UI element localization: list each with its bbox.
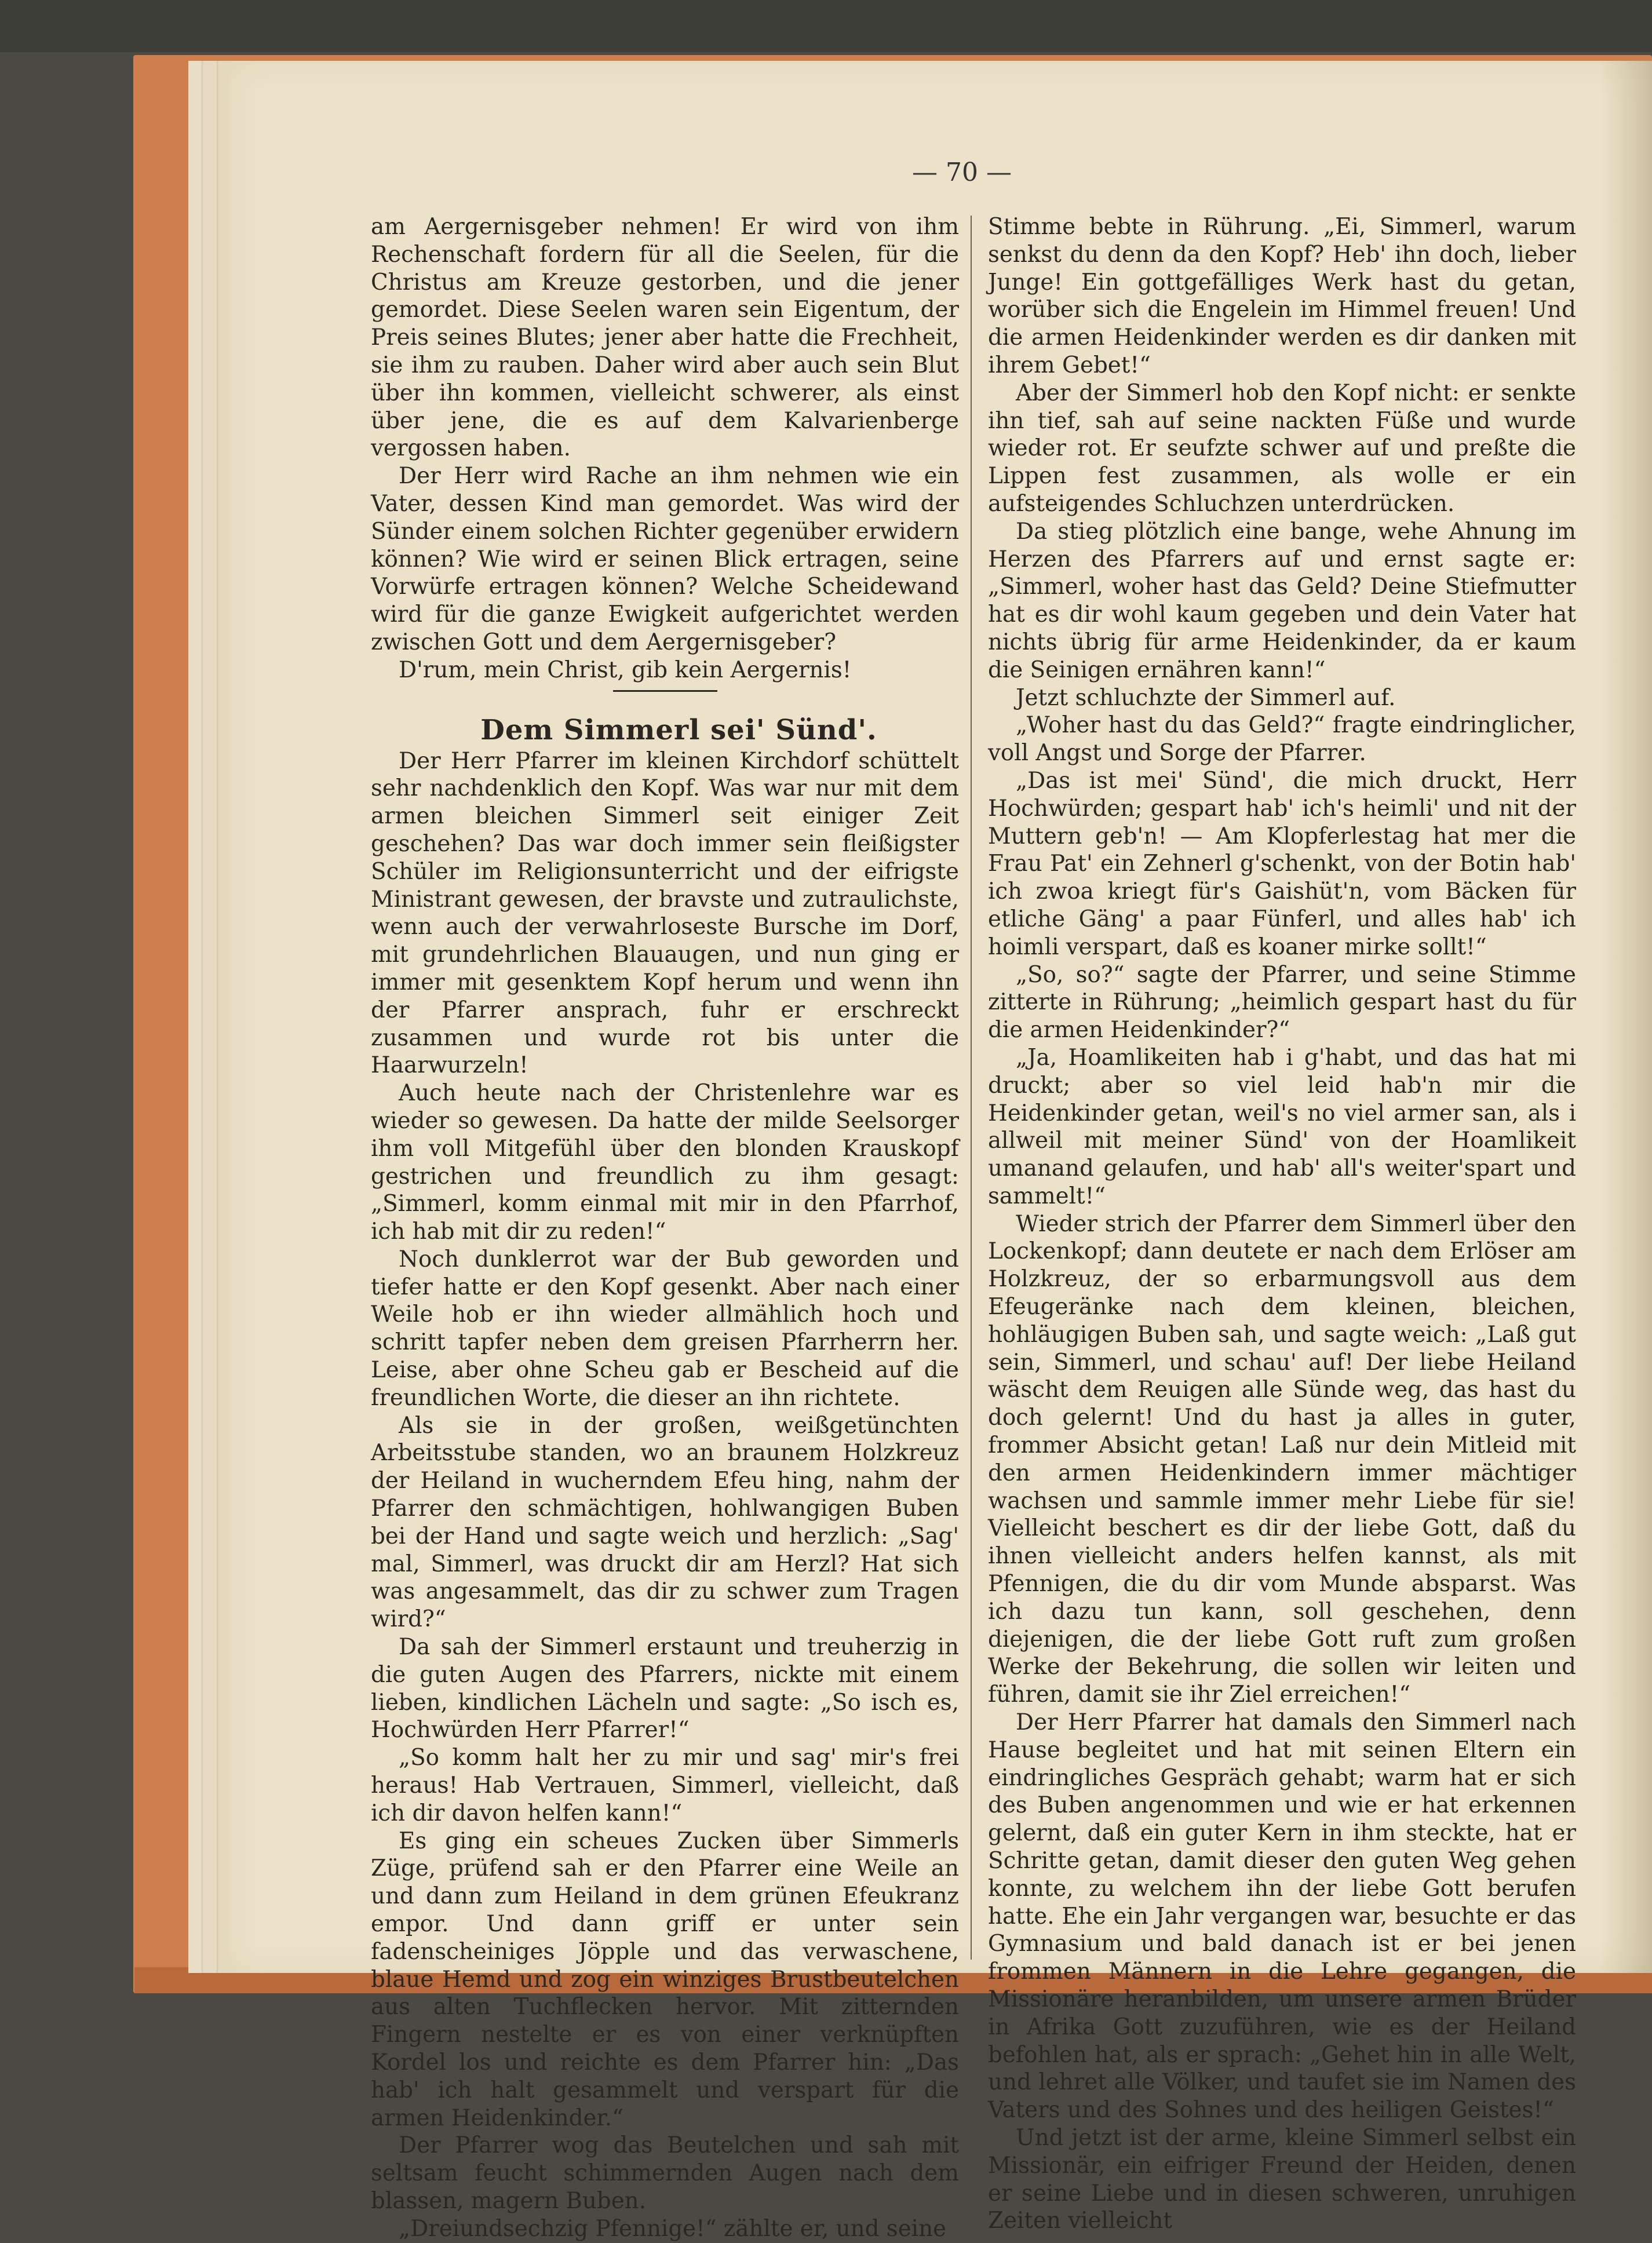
paragraph: Da sah der Simmerl erstaunt und treuherzig in die guten Augen des Pfarrers, nickte mit einem lieben, kindlichen Lächeln und sagte: „So isch es, Hochwürden Herr Pfarrer!“ [371,1634,959,1744]
left-column [371,213,959,2243]
paragraph: Der Herr Pfarrer im kleinen Kirchdorf schüttelt sehr nachdenklich den Kopf. Was war nur mit dem armen bleichen Simmerl seit einiger Zeit geschehen? Das war doch immer sein fleißigster Schüler im Religionsunterricht und der eifrigste Ministrant gewesen, der bravste und zutraulichste, wenn auch der verwahrloseste Bursche im Dorf, mit grundehrlichen Blauaugen, und nun ging er immer mit gesenktem Kopf herum und wenn ihn der Pfarrer ansprach, fuhr er erschreckt zusammen und wurde rot bis unter die Haarwurzeln! [371,747,959,1079]
paragraph: „So, so?“ sagte der Pfarrer, und seine Stimme zitterte in Rührung; „heimlich gespart hast du für die armen Heidenkinder?“ [988,961,1576,1044]
paragraph: „Das ist mei' Sünd', die mich druckt, Herr Hochwürden; gespart hab' ich's heimli' und nit der Muttern geb'n! — Am Klopferlestag hat mer die Frau Pat' ein Zehnerl g'schenkt, von der Botin hab' ich zwoa kriegt für's Gaishüt'n, vom Bäcken für etliche Gäng' a paar Fünferl, und alles hab' ich hoimli verspart, daß es koaner mirke sollt!“ [988,767,1576,960]
story-heading: Dem Simmerl sei' Sünd'. [480,713,877,746]
paragraph: „Ja, Hoamlikeiten hab i g'habt, und das hat mi druckt; aber so viel leid hab'n mir die Heidenkinder getan, weil's no viel armer san, als i allweil mit meiner Sünd' von der Hoamlikeit umanand gelaufen, und hab' all's weiter'spart und sammelt!“ [988,1044,1576,1209]
paragraph: „Dreiundsechzig Pfennige!“ zählte er, und seine [399,2215,947,2242]
paragraph: Es ging ein scheues Zucken über Simmerls Züge, prüfend sah er den Pfarrer eine Weile an und dann zum Heiland in dem grünen Efeukranz empor. Und dann griff er unter sein fadenscheiniges Jöpple und das verwaschene, blaue Hemd und zog ein winziges Brustbeutelchen aus alten Tuchflecken hervor. Mit zitternden Fingern nestelte er es von einer verknüpften Kordel los und reichte es dem Pfarrer hin: „Das hab' ich halt gesammelt und verspart für die armen Heidenkinder.“ [371,1828,959,2131]
page-number: — 70 — [912,158,1012,187]
paragraph: Als sie in der großen, weißgetünchten Arbeitsstube standen, wo an braunem Holzkreuz der Heiland in wucherndem Efeu hing, nahm der Pfarrer den schmächtigen, hohlwangigen Buben bei der Hand und sagte weich und herzlich: „Sag' mal, Simmerl, was druckt dir am Herzl? Hat sich was angesammelt, das dir zu schwer zum Tragen wird?“ [371,1412,959,1633]
paragraph: Der Herr wird Rache an ihm nehmen wie ein Vater, dessen Kind man gemordet. Was wird der Sünder einem solchen Richter gegenüber erwidern können? Wie wird er seinen Blick ertragen, seine Vorwürfe ertragen können? Welche Scheidewand wird für die ganze Ewigkeit aufgerichtet werden zwischen Gott und dem Aergernisgeber? [371,463,959,655]
paragraph: Auch heute nach der Christenlehre war es wieder so gewesen. Da hatte der milde Seelsorger ihm voll Mitgefühl über den blonden Krauskopf gestrichen und freundlich zu ihm gesagt: „Simmerl, komm einmal mit mir in den Pfarrhof, ich hab mit dir zu reden!“ [371,1080,959,1245]
column-divider [971,216,972,1960]
paragraph: „So komm halt her zu mir und sag' mir's frei heraus! Hab Vertrauen, Simmerl, vielleicht, daß ich dir davon helfen kann!“ [371,1745,959,1826]
scanner-background [0,0,1652,52]
paragraph: am Aergernisgeber nehmen! Er wird von ihm Rechenschaft fordern für all die Seelen, für die Christus am Kreuze gestorben, und die jener gemordet. Diese Seelen waren sein Eigentum, der Preis seines Blutes; jener aber hatte die Frechheit, sie ihm zu rauben. Daher wird aber auch sein Blut über ihn kommen, vielleicht schwerer, als einst über jene, die es auf dem Kalvarienberge vergossen haben. [371,214,959,462]
paragraph: „Woher hast du das Geld?“ fragte eindringlicher, voll Angst und Sorge der Pfarrer. [988,712,1576,767]
paragraph: Jetzt schluchzte der Simmerl auf. [1016,684,1396,711]
right-column [988,213,1576,2235]
paragraph: Da stieg plötzlich eine bange, wehe Ahnung im Herzen des Pfarrers auf und ernst sagte er: „Simmerl, woher hast das Geld? Deine Stiefmutter hat es dir wohl kaum gegeben und dein Vater hat nichts übrig für arme Heidenkinder, da er kaum die Seinigen ernähren kann!“ [988,518,1576,683]
paragraph: Der Herr Pfarrer hat damals den Simmerl nach Hause begleitet und hat mit seinen Eltern ein eindringliches Gespräch gehabt; warm hat er sich des Buben angenommen und wie er hat erkennen gelernt, daß ein guter Kern in ihm steckte, hat er Schritte getan, damit dieser den guten Weg gehen konnte, zu welchem ihn der liebe Gott berufen hatte. Ehe ein Jahr vergangen war, besuchte er das Gymnasium und bald danach ist er bei jenen frommen Männern in die Lehre gegangen, die Missionäre heranbilden, um unsere armen Brüder in Afrika Gott zuzuführen, wie es der Heiland befohlen hat, als er sprach: „Gehet hin in alle Welt, und lehret alle Völker, und taufet sie im Namen des Vaters und des Sohnes und des heiligen Geistes!“ [988,1709,1576,2124]
paragraph: Und jetzt ist der arme, kleine Simmerl selbst ein Missionär, ein eifriger Freund der Heiden, denen er seine Liebe und in diesen schweren, unruhigen Zeiten vielleicht [988,2124,1576,2234]
page-gutter-shadow [1600,61,1652,1973]
paragraph: Wieder strich der Pfarrer dem Simmerl über den Lockenkopf; dann deutete er nach dem Erlöser am Holzkreuz, der so erbarmungsvoll aus dem Efeugeränke nach dem kleinen, bleichen, hohläugigen Buben sah, und sagte weich: „Laß gut sein, Simmerl, und schau' auf! Der liebe Heiland wäscht dem Reuigen alle Sünde weg, das hast du doch gelernt! Und du hast ja alles in guter, frommer Absicht getan! Laß nur dein Mitleid mit den armen Heidenkindern immer mächtiger wachsen und sammle immer mehr Liebe für sie! Vielleicht beschert es dir der liebe Gott, daß du ihnen vielleicht anders helfen kannst, als mit Pfennigen, die du dir vom Munde absparst. Was ich dazu tun kann, soll geschehen, denn diejenigen, die der liebe Gott ruft zum großen Werke der Bekehrung, die sollen wir leiten und führen, damit sie ihr Ziel erreichen!“ [988,1210,1576,1708]
paragraph: Der Pfarrer wog das Beutelchen und sah mit seltsam feucht schimmernden Augen nach dem blassen, magern Buben. [371,2132,959,2214]
paragraph: Noch dunklerrot war der Bub geworden und tiefer hatte er den Kopf gesenkt. Aber nach einer Weile hob er ihn wieder allmählich hoch und schritt tapfer neben dem greisen Pfarrherrn her. Leise, aber ohne Scheu gab er Bescheid auf die freundlichen Worte, die dieser an ihn richtete. [371,1246,959,1411]
paragraph: D'rum, mein Christ, gib kein Aergernis! [399,657,852,683]
paragraph: Aber der Simmerl hob den Kopf nicht: er senkte ihn tief, sah auf seine nackten Füße und wurde wieder rot. Er seufzte schwer auf und preßte die Lippen fest zusammen, als wolle er ein aufsteigendes Schluchzen unterdrücken. [988,380,1576,517]
paragraph: Stimme bebte in Rührung. „Ei, Simmerl, warum senkst du denn da den Kopf? Heb' ihn doch, lieber Junge! Ein gottgefälliges Werk hast du getan, worüber sich die Engelein im Himmel freuen! Und die armen Heidenkinder werden es dir danken mit ihrem Gebet!“ [988,214,1576,378]
section-separator [613,690,717,692]
